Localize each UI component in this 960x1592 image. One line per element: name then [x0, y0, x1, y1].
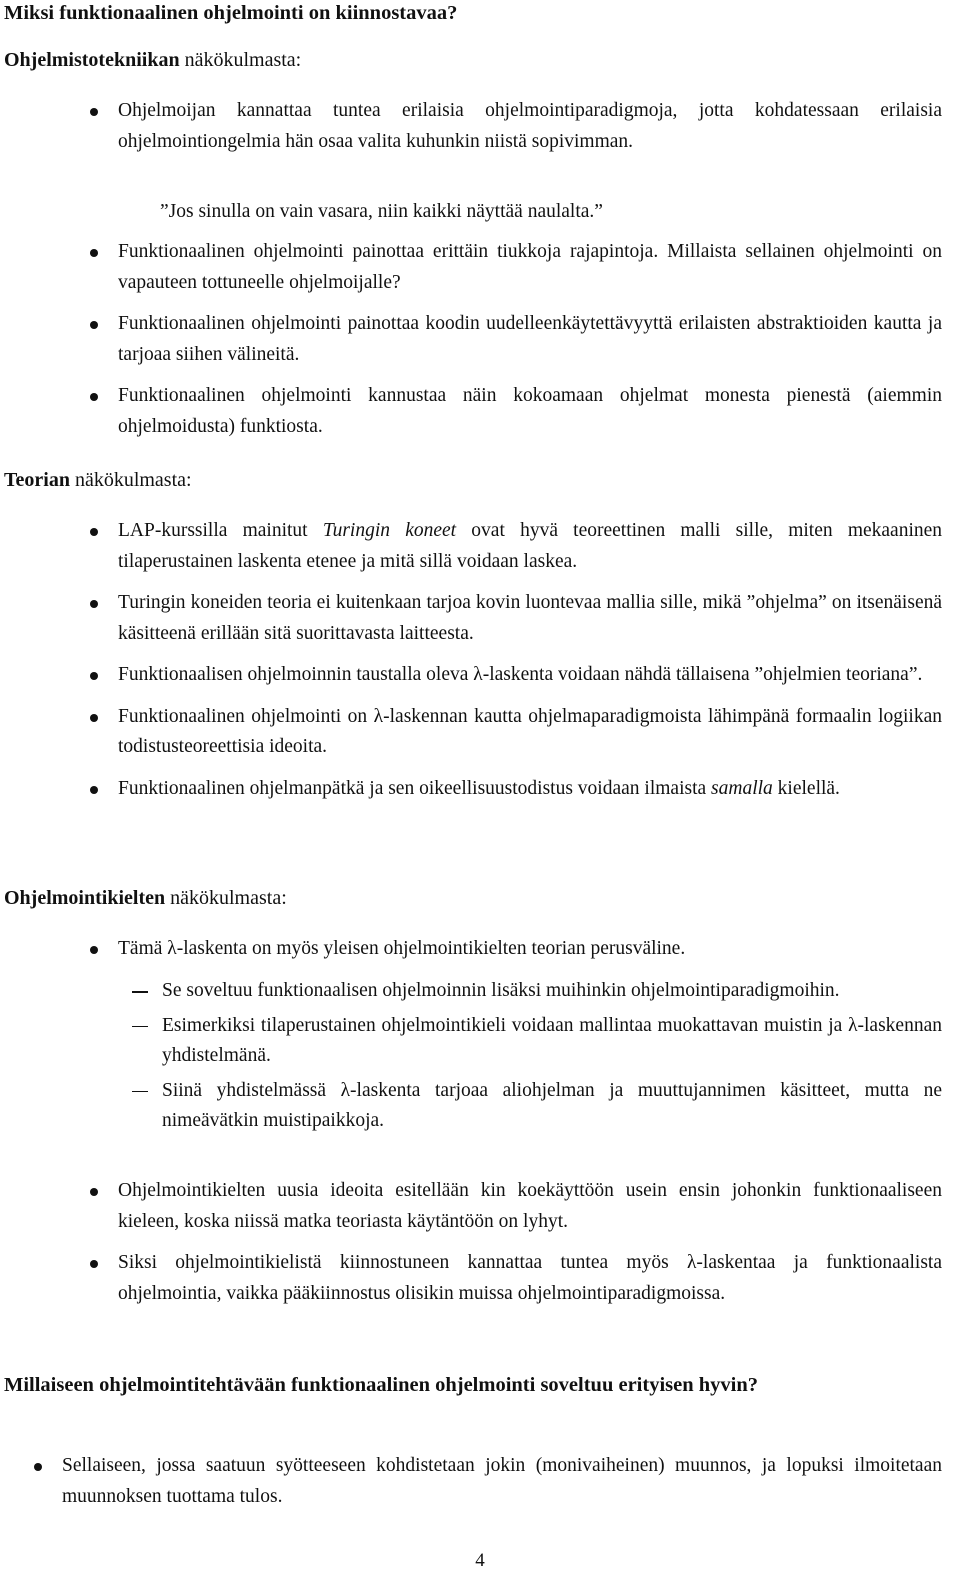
list-item: Ohjelmoijan kannattaa tuntea erilaisia ohjelmointiparadigmoja, jotta kohdatessaan erilaisia ohjelmointiongelmia hän osaa valita kuhunkin niistä sopivimman.	[118, 96, 942, 157]
languages-sub-list	[162, 976, 942, 1137]
section-suffix: näkökulmasta:	[74, 469, 192, 491]
software-bullet-list	[118, 96, 942, 157]
bullet-icon	[90, 1188, 98, 1196]
page-title: Miksi funktionaalinen ohjelmointi on kiinnostavaa?	[4, 2, 458, 24]
list-item: LAP-kurssilla mainitut Turingin koneet ovat hyvä teoreettinen malli sille, miten mekaaninen tilaperustainen laskenta etenee ja mitä sillä voidaan laskea.	[118, 516, 942, 577]
dash-icon	[132, 1091, 148, 1093]
bullet-icon	[34, 1463, 42, 1471]
sub-list-item: Esimerkiksi tilaperustainen ohjelmointikieli voidaan mallintaa muokattavan muistin ja λ-laskennan yhdistelmänä.	[162, 1011, 942, 1072]
bullet-icon	[90, 714, 98, 722]
answer-list	[62, 1451, 942, 1512]
emphasis-text: Turingin koneet	[322, 520, 457, 541]
list-item: Funktionaalinen ohjelmanpätkä ja sen oikeellisuustodistus voidaan ilmaista samalla kielellä.	[118, 774, 942, 805]
list-item: Ohjelmointikielten uusia ideoita esitellään kin koekäyttöön usein ensin johonkin funktionaaliseen kieleen, koska niissä matka teoriasta käytäntöön on lyhyt.	[118, 1176, 942, 1237]
list-item: Funktionaalinen ohjelmointi on λ-laskennan kautta ohjelmaparadigmoista lähimpänä formaalin logiikan todistusteoreettisia ideoita.	[118, 702, 942, 763]
list-item: Funktionaalinen ohjelmointi kannustaa näin kokoamaan ohjelmat monesta pienestä (aiemmin ohjelmoidusta) funktiosta.	[118, 381, 942, 442]
sub-list-item: Siinä yhdistelmässä λ-laskenta tarjoaa aliohjelman ja muuttujannimen käsitteet, mutta ne nimeävätkin muistipaikkoja.	[162, 1076, 942, 1137]
section-suffix: näkökulmasta:	[170, 887, 287, 909]
section-heading-theory	[4, 465, 192, 496]
section-heading-languages	[4, 883, 287, 914]
list-item: Funktionaalinen ohjelmointi painottaa koodin uudelleenkäytettävyyttä erilaisten abstraktioiden kautta ja tarjoaa siihen välineitä.	[118, 309, 942, 370]
section-keyword: Ohjelmointikielten	[4, 887, 166, 909]
list-item: Tämä λ-laskenta on myös yleisen ohjelmointikielten teorian perusväline.	[118, 934, 942, 965]
list-item: Sellaiseen, jossa saatuun syötteeseen kohdistetaan jokin (monivaiheinen) muunnos, ja lopuksi ilmoitetaan muunnoksen tuottama tulos.	[62, 1451, 942, 1512]
bullet-icon	[90, 672, 98, 680]
languages-bullet-list-2	[118, 1176, 942, 1309]
dash-icon	[132, 991, 148, 993]
bullet-icon	[90, 1260, 98, 1268]
section-suffix: näkökulmasta:	[184, 49, 302, 71]
list-item: Siksi ohjelmointikielistä kiinnostuneen kannattaa tuntea myös λ-laskentaa ja funktionaalista ohjelmointia, vaikka pääkiinnostus olisikin muissa ohjelmointiparadigmoissa.	[118, 1248, 942, 1309]
software-bullet-list-2	[118, 237, 942, 442]
section-keyword: Teorian	[4, 469, 70, 491]
theory-bullet-list	[118, 516, 942, 804]
list-item: Funktionaalinen ohjelmointi painottaa erittäin tiukkoja rajapintoja. Millaista sellainen ohjelmointi on vapauteen tottuneelle ohjelmoijalle?	[118, 237, 942, 298]
bullet-icon	[90, 946, 98, 954]
quote-text: ”Jos sinulla on vain vasara, niin kaikki näyttää naulalta.”	[160, 201, 603, 222]
page-number: 4	[475, 1550, 485, 1571]
bullet-icon	[90, 393, 98, 401]
bullet-icon	[90, 249, 98, 257]
languages-bullet-list	[118, 934, 942, 976]
list-item: Turingin koneiden teoria ei kuitenkaan tarjoa kovin luontevaa mallia sille, mikä ”ohjelma” on itsenäisenä käsitteenä erillään sitä suorittavasta laitteesta.	[118, 588, 942, 649]
emphasis-text: samalla	[711, 777, 773, 799]
list-item: Funktionaalisen ohjelmoinnin taustalla oleva λ-laskenta voidaan nähdä tällaisena ”ohjelmien teoriana”.	[118, 660, 942, 691]
sub-list-item: Se soveltuu funktionaalisen ohjelmoinnin lisäksi muihinkin ohjelmointiparadigmoihin.	[162, 976, 942, 1007]
bullet-icon	[90, 600, 98, 608]
bullet-icon	[90, 786, 98, 794]
bullet-icon	[90, 528, 98, 536]
section-heading-software	[4, 45, 301, 76]
question-heading: Millaiseen ohjelmointitehtävään funktionaalinen ohjelmointi soveltuu erityisen hyvin?	[4, 1374, 758, 1396]
bullet-icon	[90, 321, 98, 329]
bullet-icon	[90, 108, 98, 116]
section-keyword: Ohjelmistotekniikan	[4, 49, 180, 71]
dash-icon	[132, 1026, 148, 1028]
